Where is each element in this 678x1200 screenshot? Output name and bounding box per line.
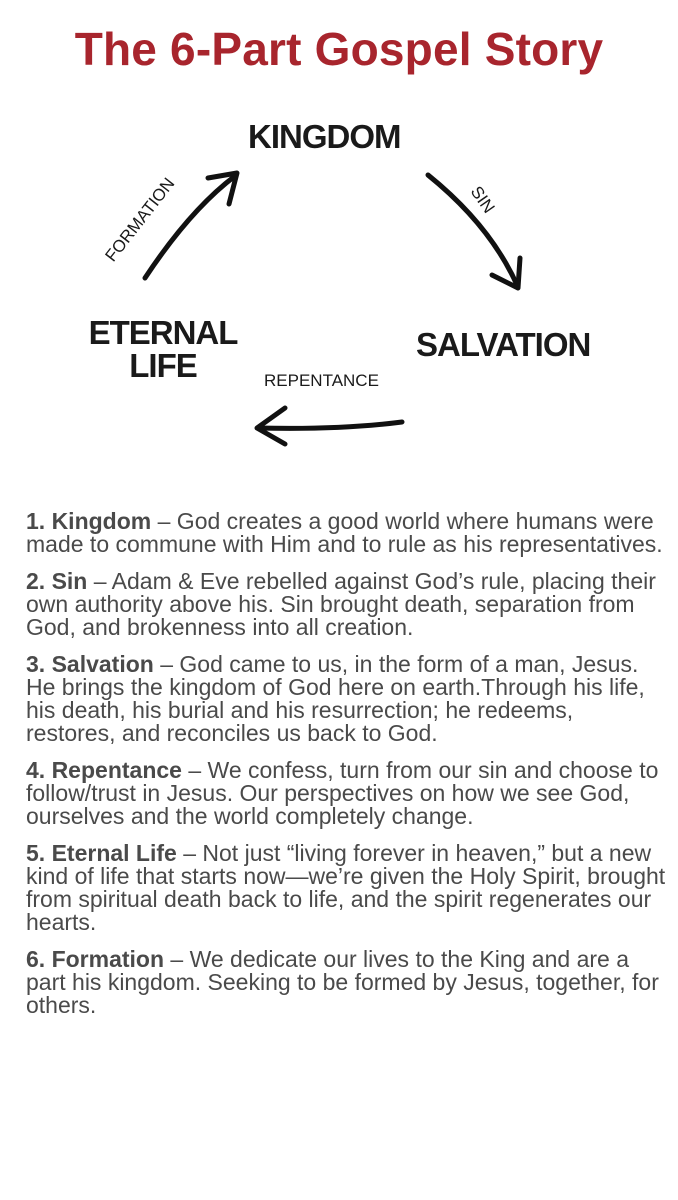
step-text: – God came to us, in the form of a man, Jesus. He brings the kingdom of God here on earth.Through his life, his death, his burial and his resurrection; he redeems, restores, and reconciles us back to God. <box>26 651 645 746</box>
step-text: – We confess, turn from our sin and choose to follow/trust in Jesus. Our perspectives on how we see God, ourselves and the world completely change. <box>26 757 659 829</box>
step-heading: 5. Eternal Life <box>26 840 177 866</box>
step-text: – Not just “living forever in heaven,” but a new kind of life that starts now—we’re given the Holy Spirit, brought from spiritual death back to life, and the spirit regenerates our hearts. <box>26 840 666 935</box>
node-eternal-line1: ETERNAL <box>88 314 238 351</box>
step-item <box>26 759 666 828</box>
edge-label-repentance: REPENTANCE <box>264 371 379 390</box>
step-item <box>26 948 666 1017</box>
repentance-arrow <box>258 422 402 428</box>
page-title: The 6-Part Gospel Story <box>74 23 604 75</box>
node-kingdom: KINGDOM <box>248 118 401 155</box>
step-item <box>26 842 666 934</box>
node-eternal-life <box>82 316 244 382</box>
edge-label-sin: SIN <box>466 182 499 217</box>
step-heading: 6. Formation <box>26 946 165 972</box>
step-heading: 3. Salvation <box>26 651 154 677</box>
step-item <box>26 653 666 745</box>
steps-list <box>26 510 666 1031</box>
edge-label-formation: FORMATION <box>101 174 179 266</box>
step-heading: 4. Repentance <box>26 757 182 783</box>
step-heading: 1. Kingdom <box>26 508 152 534</box>
step-heading: 2. Sin <box>26 568 88 594</box>
step-text: – God creates a good world where humans were made to commune with Him and to rule as his representatives. <box>26 508 663 557</box>
node-salvation: SALVATION <box>416 326 591 363</box>
node-eternal-line2: LIFE <box>129 347 197 384</box>
gospel-cycle-diagram <box>0 100 678 480</box>
step-item <box>26 570 666 639</box>
step-item <box>26 510 666 556</box>
step-text: – Adam & Eve rebelled against God’s rule, placing their own authority above his. Sin brought death, separation from God, and brokenness into all creation. <box>26 568 656 640</box>
cycle-arrows <box>0 100 678 480</box>
step-text: – We dedicate our lives to the King and are a part his kingdom. Seeking to be formed by Jesus, together, for others. <box>26 946 659 1018</box>
